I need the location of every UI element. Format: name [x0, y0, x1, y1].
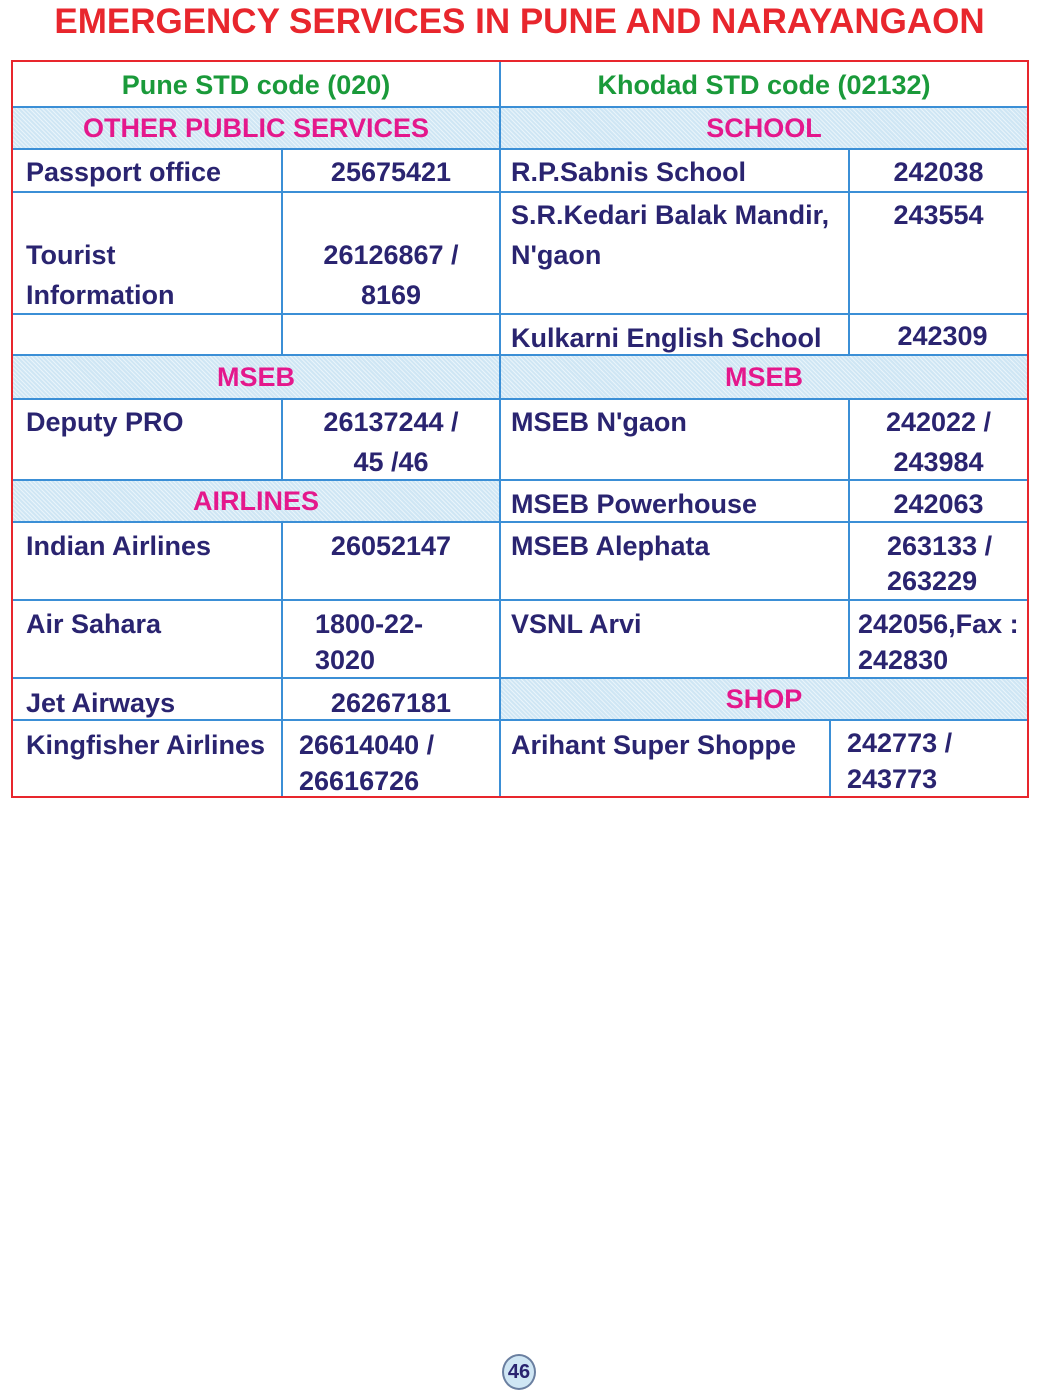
- service-name: VSNL Arvi: [511, 609, 642, 639]
- phone-number: [281, 721, 499, 796]
- section-label: SHOP: [725, 684, 803, 714]
- table-row-air-sahara: [13, 601, 499, 679]
- table-row-powerhouse: [501, 481, 1027, 523]
- table-row-vsnl: [501, 601, 1027, 679]
- khodad-std-header: [501, 62, 1027, 108]
- table-row-kulkarni: [501, 315, 1027, 356]
- phone-number-line1: 26126867 /: [323, 240, 459, 270]
- phone-number: 26052147: [281, 523, 499, 599]
- page-title: EMERGENCY SERVICES IN PUNE AND NARAYANGAON: [54, 2, 985, 41]
- service-name: Deputy PRO: [26, 407, 184, 437]
- phone-number: 242063: [848, 481, 1027, 521]
- service-name: Jet Airways: [26, 688, 176, 718]
- service-name: [501, 193, 829, 313]
- service-name: MSEB Alephata: [511, 531, 710, 561]
- service-name: [13, 193, 175, 313]
- khodad-std-label: Khodad STD code (02132): [597, 70, 931, 100]
- phone-number: [848, 523, 1027, 599]
- service-name-line2: Information: [26, 280, 175, 310]
- phone-number-line2: 8169: [360, 280, 422, 310]
- section-label: AIRLINES: [192, 486, 319, 516]
- table-row-deputy-pro: [13, 400, 499, 481]
- phone-number: [848, 601, 1027, 677]
- service-name: MSEB N'gaon: [511, 407, 687, 437]
- service-name: Passport office: [26, 157, 222, 187]
- service-name: R.P.Sabnis School: [511, 157, 747, 187]
- phone-number-line1: 1800-22-: [315, 609, 424, 639]
- pune-std-label: Pune STD code (020): [121, 70, 391, 100]
- phone-number: 25675421: [281, 150, 499, 191]
- table-row-jet-airways: [13, 679, 499, 721]
- service-name: Kulkarni English School: [511, 323, 822, 353]
- phone-number-line2: 242830: [858, 645, 949, 675]
- table-row-kingfisher: [13, 721, 499, 796]
- phone-number-line2: 263229: [887, 566, 978, 596]
- phone-number-line2: 243773: [847, 764, 938, 794]
- phone-number-line2: 3020: [315, 645, 376, 675]
- phone-number-line1: 263133 /: [887, 531, 993, 561]
- section-label: SCHOOL: [706, 113, 822, 143]
- section-airlines: [13, 481, 499, 523]
- services-table: [11, 60, 1029, 798]
- phone-number-line1: 242056,Fax :: [858, 609, 1019, 639]
- table-row-tourist: [13, 193, 499, 315]
- table-row-passport: [13, 150, 499, 193]
- phone-number: 243554: [848, 193, 1027, 313]
- phone-number: [281, 193, 499, 313]
- phone-number: [281, 400, 499, 479]
- service-name-line1: Tourist: [26, 240, 116, 270]
- page-number-badge: 46: [502, 1354, 536, 1390]
- phone-number-line2: 243984: [893, 447, 984, 477]
- table-row-arihant: [501, 721, 1027, 796]
- service-name-line1: S.R.Kedari Balak Mandir,: [511, 200, 830, 230]
- service-name: MSEB Powerhouse: [511, 489, 758, 519]
- section-label: MSEB: [216, 362, 295, 392]
- service-name: Kingfisher Airlines: [26, 730, 266, 760]
- empty-cell: [13, 315, 26, 354]
- pune-std-header: [13, 62, 499, 108]
- pune-column: [13, 62, 501, 796]
- empty-cell: [281, 315, 499, 354]
- phone-number: [848, 400, 1027, 479]
- table-row-kedari: [501, 193, 1027, 315]
- service-name: Air Sahara: [26, 609, 162, 639]
- section-other-public-services: [13, 108, 499, 150]
- table-row-indian-airlines: [13, 523, 499, 601]
- phone-number-line2: 45 /46: [353, 447, 429, 477]
- section-school: [501, 108, 1027, 150]
- phone-number: [829, 721, 1027, 796]
- section-mseb-narayangaon: [501, 356, 1027, 400]
- section-mseb-pune: [13, 356, 499, 400]
- phone-number-line2: 26616726: [299, 766, 420, 796]
- phone-number: [281, 601, 499, 677]
- phone-number-line1: 242022 /: [885, 407, 992, 437]
- table-row-mseb-ngaon: [501, 400, 1027, 481]
- table-row-empty: [13, 315, 499, 356]
- phone-number-line1: 26137244 /: [323, 407, 459, 437]
- section-shop: [501, 679, 1027, 721]
- service-name: Arihant Super Shoppe: [511, 730, 797, 760]
- phone-number-line1: 242773 /: [847, 728, 953, 758]
- table-row-alephata: [501, 523, 1027, 601]
- phone-number-line1: 26614040 /: [299, 730, 435, 760]
- section-label: MSEB: [724, 362, 803, 392]
- phone-number: 242038: [848, 150, 1027, 191]
- phone-number: 26267181: [281, 679, 499, 719]
- table-row-sabnis: [501, 150, 1027, 193]
- phone-number: 242309: [848, 315, 1027, 354]
- narayangaon-column: [501, 62, 1027, 796]
- service-name-line2: N'gaon: [511, 240, 602, 270]
- service-name: Indian Airlines: [26, 531, 212, 561]
- section-label: OTHER PUBLIC SERVICES: [82, 113, 430, 143]
